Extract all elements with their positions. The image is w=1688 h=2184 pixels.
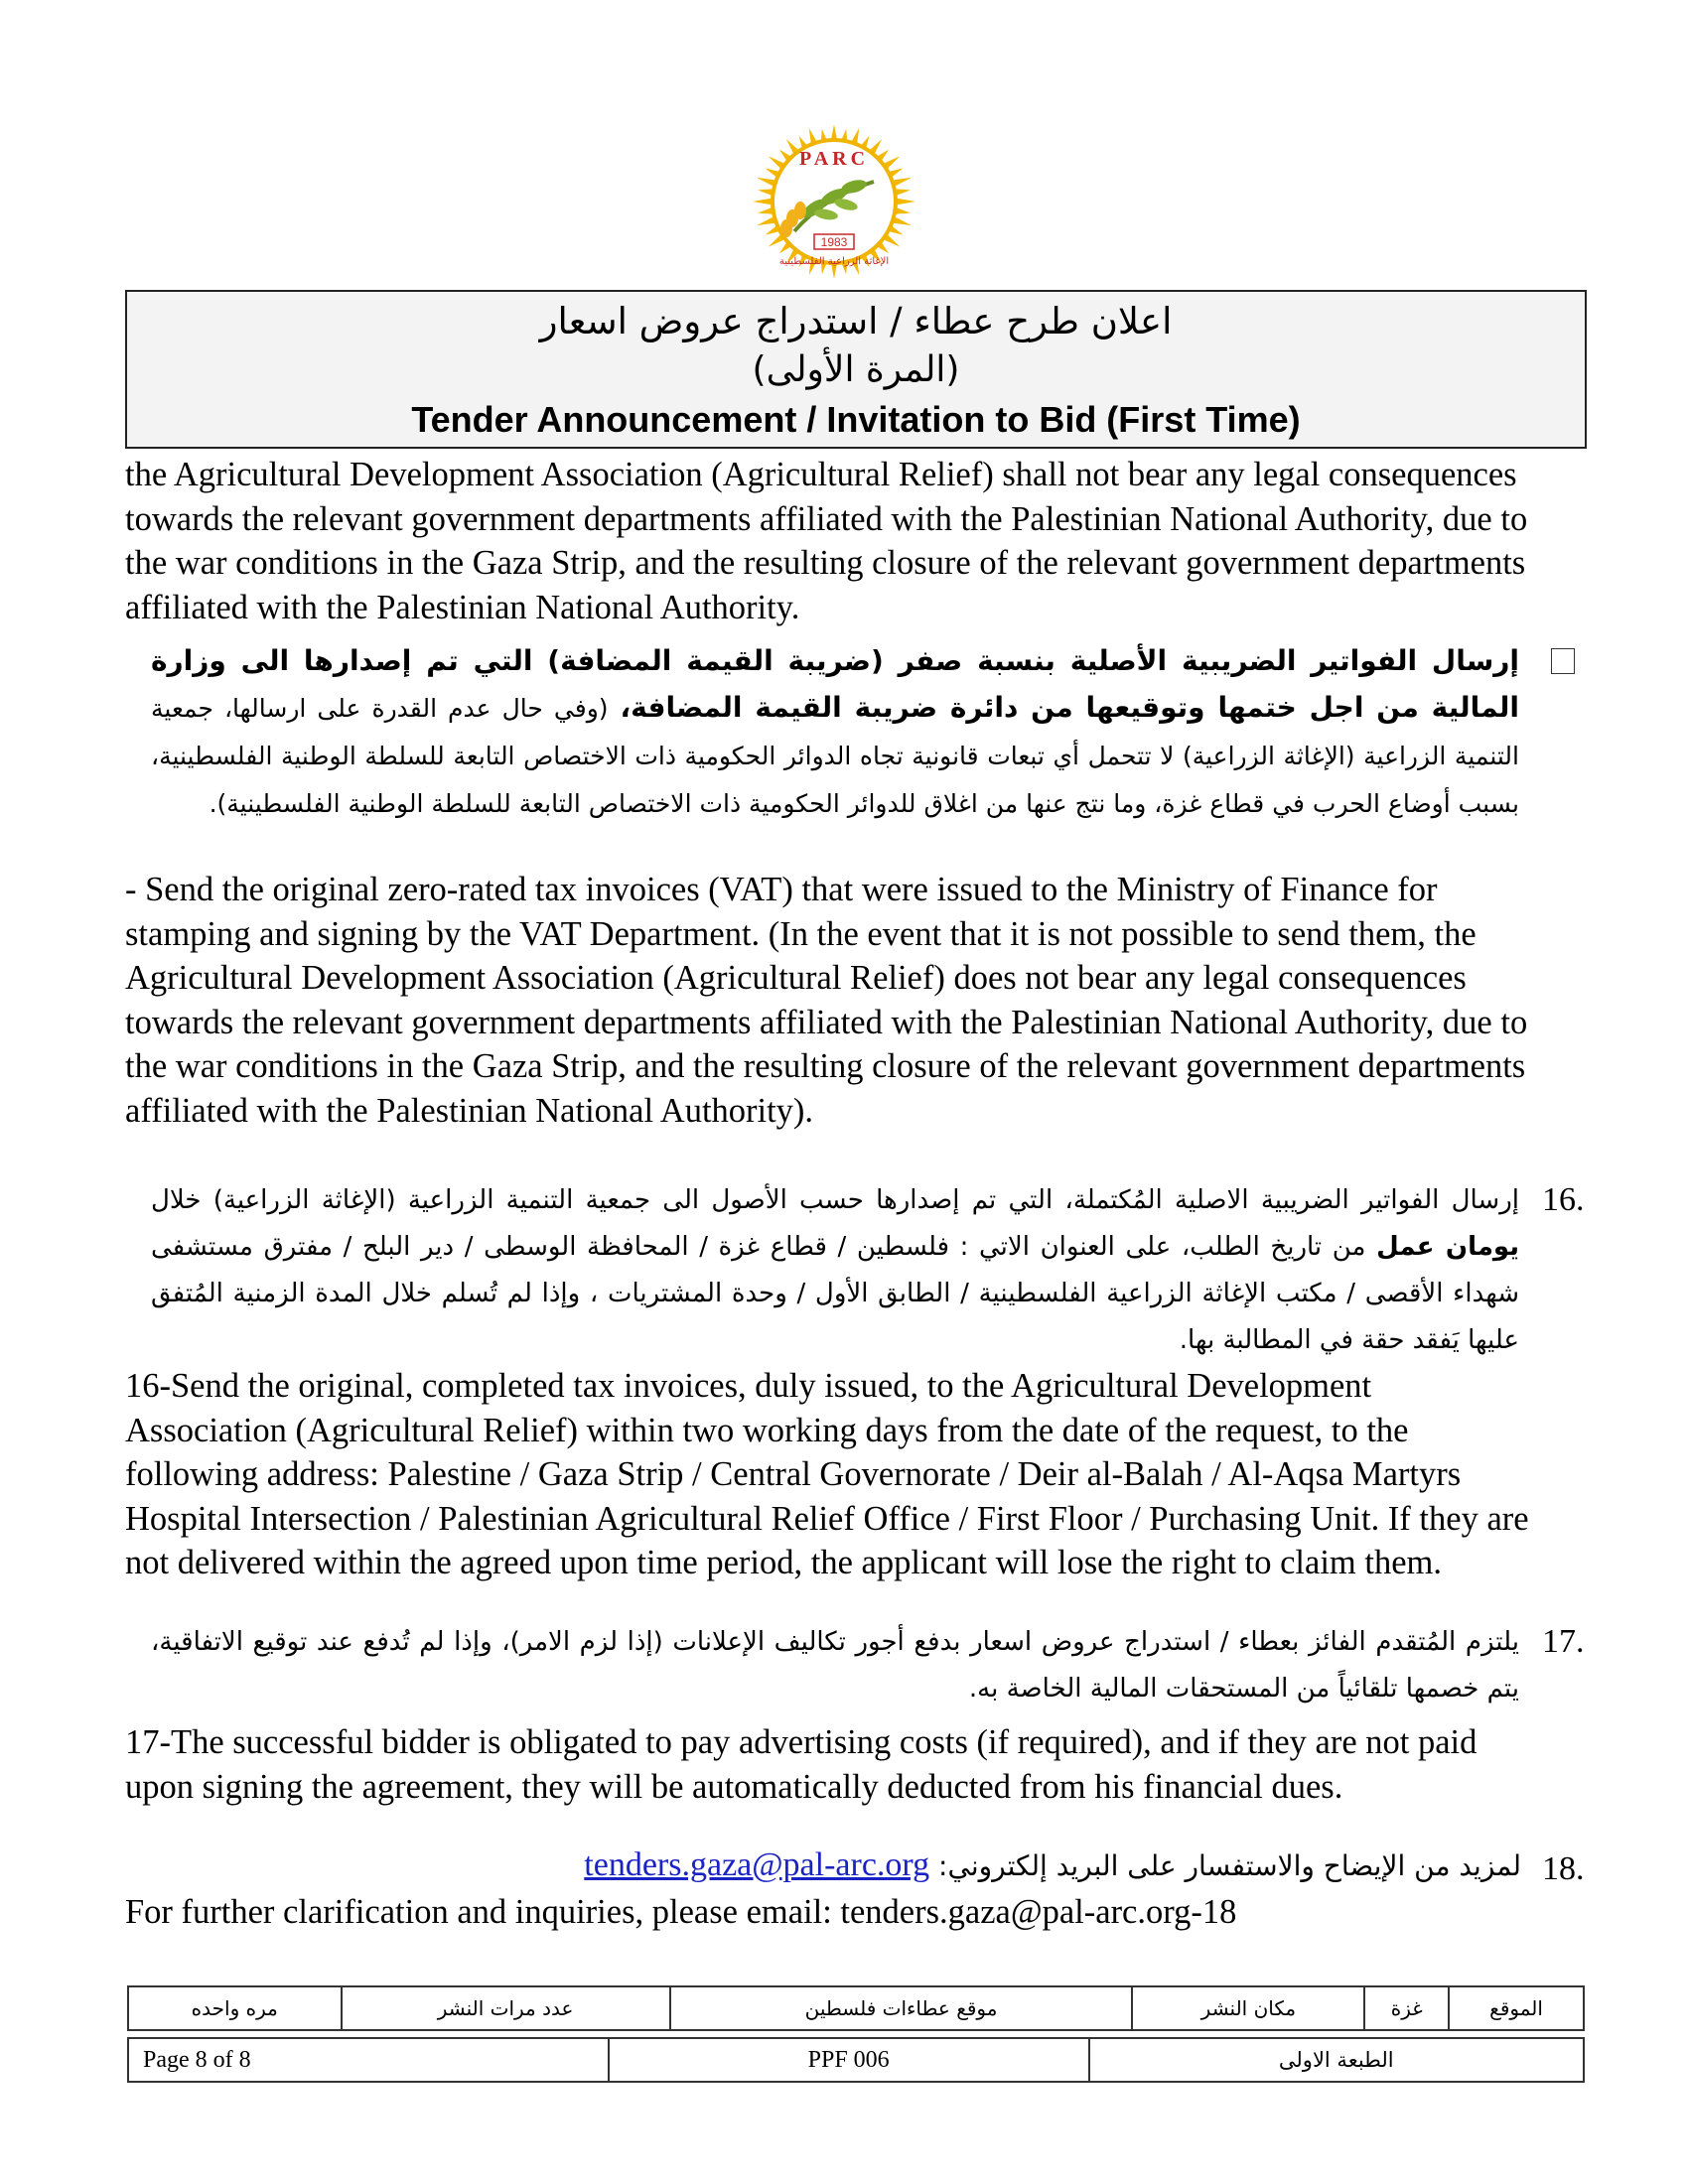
english-intro: the Agricultural Development Association (Agricultural Relief) shall not bear any legal consequences towards the relevant government departments affiliated with the Palestinian National Authority, due to the war conditions in the Gaza Strip, and the resulting closure of the relevant government departments affiliated with the Palestinian National Authority. <box>125 456 1528 626</box>
footer-cell: الموقع <box>1449 1986 1584 2030</box>
english-vat-paragraph: - Send the original zero-rated tax invoices (VAT) that were issued to the Ministry of Finance for stamping and signing by the VAT Department. (In the event that it is not possible to send them, the Agricultural Development Association (Agricultural Relief) does not bear any legal consequences towards the relevant government departments affiliated with the Palestinian National Authority, due to the war conditions in the Gaza Strip, and the resulting closure of the relevant government departments affiliated with the Palestinian National Authority). <box>125 871 1528 1130</box>
logo-arabic: الإغاثة الزراعية الفلسطينية <box>778 256 890 267</box>
page-number: Page 8 of 8 <box>128 2038 609 2082</box>
item-16-arabic-a: إرسال الفواتير الضريبية الاصلية المُكتملة، التي تم إصدارها حسب الأصول الى جمعية التنمية الزراعية (الإغاثة الزراعية) خلال <box>151 1185 1519 1215</box>
header-box <box>125 290 1587 449</box>
item-18-english: For further clarification and inquiries, please email: tenders.gaza@pal-arc.org-18 <box>125 1893 1237 1931</box>
footer-page-table <box>127 2037 1585 2083</box>
item-16-arabic <box>151 1177 1519 1364</box>
arabic-subtitle: (المرة الأولى) <box>752 349 960 390</box>
logo-year: 1983 <box>820 235 848 249</box>
english-title: Tender Announcement / Invitation to Bid (First Time) <box>411 399 1301 440</box>
logo-text: PARC <box>798 148 870 170</box>
footer-publication-table <box>127 1985 1585 2031</box>
parc-logo <box>675 117 993 281</box>
item-16-arabic-bold: يومان عمل <box>1376 1232 1519 1262</box>
item-16-arabic-b: من تاريخ الطلب، على العنوان الاتي : فلسطين / قطاع غزة / المحافظة الوسطى / دير البلح / مفترق مستشفى شهداء الأقصى / مكتب الإغاثة الزراعية الفلسطينية / الطابق الأول / وحدة المشتريات ، وإذا لم تُسلم خلال المدة الزمنية المُتفق عليها يَفقد حقة في المطالبة بها. <box>151 1232 1519 1355</box>
item-17-number: 17. <box>1542 1623 1585 1660</box>
arabic-vat-bold: إرسال الفواتير الضريبية الأصلية بنسبة صفر (ضريبة القيمة المضافة) التي تم إصدارها الى وزارة المالية من اجل ختمها وتوقيعها من دائرة ضريبة القيمة المضافة، <box>151 644 1519 724</box>
footer-cell: مكان النشر <box>1132 1986 1364 2030</box>
item-18-number: 18. <box>1542 1850 1585 1887</box>
item-16-english: 16-Send the original, completed tax invoices, duly issued, to the Agricultural Development Association (Agricultural Relief) within two working days from the date of the request, to the following address: Palestine / Gaza Strip / Central Governorate / Deir al-Balah / Al-Aqsa Martyrs Hospital Intersection / Palestinian Agricultural Relief Office / First Floor / Purchasing Unit. If they are not delivered within the agreed upon time period, the applicant will lose the right to claim them. <box>125 1367 1529 1581</box>
arabic-vat-paragraph <box>151 637 1519 827</box>
item-18-arabic: لمزيد من الإيضاح والاستفسار على البريد إلكتروني: <box>938 1849 1521 1882</box>
item-18-arabic-line <box>584 1846 1521 1884</box>
bullet-checkbox <box>1551 648 1575 674</box>
sun-ray <box>896 199 915 205</box>
item-16-number: 16. <box>1542 1181 1585 1218</box>
footer-cell: موقع عطاءات فلسطين <box>670 1986 1133 2030</box>
footer-cell: عدد مرات النشر <box>342 1986 670 2030</box>
document-code: PPF 006 <box>609 2038 1089 2082</box>
arabic-title: اعلان طرح عطاء / استدراج عروض اسعار <box>539 300 1173 342</box>
item-17-arabic: يلتزم المُتقدم الفائز بعطاء / استدراج عروض اسعار بدفع أجور تكاليف الإعلانات (إذا لزم الامر)، وإذا لم تُدفع عند توقيع الاتفاقية، يتم خصمها تلقائياً من المستحقات المالية الخاصة به. <box>151 1627 1519 1704</box>
edition-label: الطبعة الاولى <box>1089 2038 1584 2082</box>
footer-cell: مره واحده <box>128 1986 342 2030</box>
arabic-vat-rest: (وفي حال عدم القدرة على ارسالها، جمعية التنمية الزراعية (الإغاثة الزراعية) لا تتحمل أي تبعات قانونية تجاه الدوائر الحكومية ذات الاختصاص التابعة للسلطة الوطنية الفلسطينية، بسبب أوضاع الحرب في قطاع غزة، وما نتج عنها من اغلاق للدوائر الحكومية ذات الاختصاص التابعة للسلطة الوطنية الفلسطينية). <box>151 694 1519 818</box>
footer-cell: غزة <box>1364 1986 1449 2030</box>
item-17-english: 17-The successful bidder is obligated to pay advertising costs (if required), and if they are not paid upon signing the agreement, they will be automatically deducted from his financial dues. <box>125 1723 1477 1806</box>
sun-ray <box>753 199 773 205</box>
email-link[interactable]: tenders.gaza@pal-arc.org <box>584 1846 930 1883</box>
